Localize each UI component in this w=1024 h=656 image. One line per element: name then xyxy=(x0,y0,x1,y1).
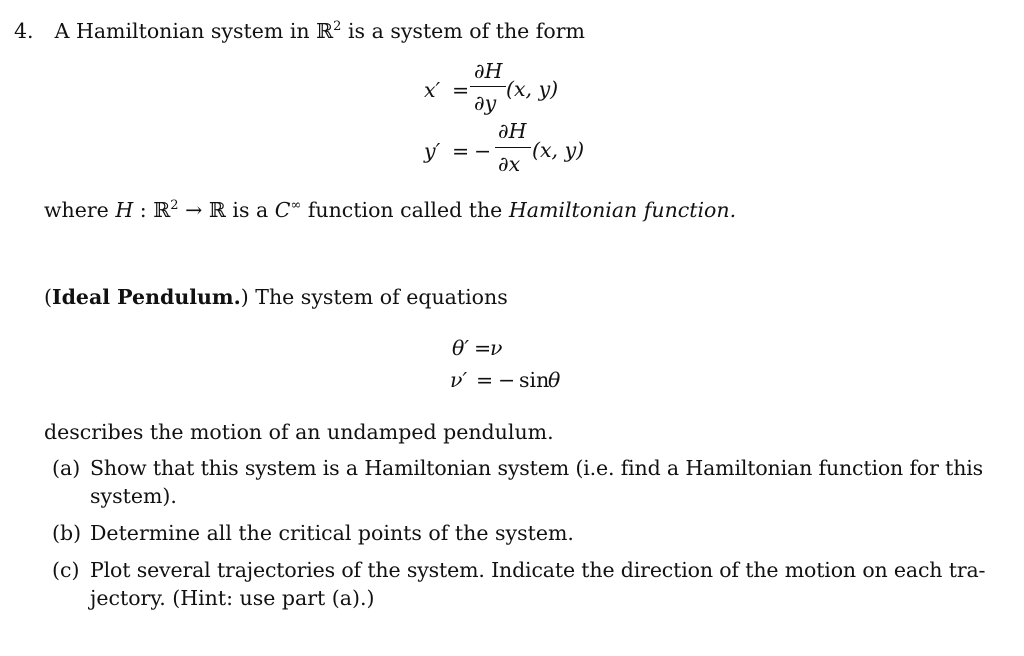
where-line xyxy=(44,193,736,223)
pendulum-intro xyxy=(44,284,508,310)
eq2-lhs: y′ xyxy=(424,139,441,163)
codomain-set: ℝ xyxy=(208,198,226,222)
pendulum-heading: Ideal Pendulum. xyxy=(52,285,241,309)
part-a-line1: Show that this system is a Hamiltonian system (i.e. find a Hamiltonian function for this xyxy=(90,456,984,480)
domain-set: ℝ xyxy=(153,198,171,222)
peq1-equals: = xyxy=(474,336,492,360)
part-a-label: (a) xyxy=(52,456,81,480)
part-b-line1: Determine all the critical points of the system. xyxy=(90,521,574,545)
eq1-fraction-bar xyxy=(470,86,506,87)
pendulum-open-paren: ( xyxy=(44,285,52,309)
part-c-label: (c) xyxy=(52,558,80,582)
problem-number: 4. xyxy=(14,19,34,43)
eq2-denominator: ∂x xyxy=(498,152,521,176)
eq1-numerator: ∂H xyxy=(474,59,503,83)
eq1-lhs: x′ xyxy=(424,78,441,102)
eq1-equals: = xyxy=(452,78,470,102)
peq2-equals: = xyxy=(476,368,494,392)
pendulum-intro-text: The system of equations xyxy=(255,285,508,309)
real-set-symbol: ℝ xyxy=(316,19,334,43)
eq2-equals: = xyxy=(452,139,470,163)
eq2-numerator: ∂H xyxy=(498,119,527,143)
pendulum-close-paren: ) xyxy=(240,285,249,309)
part-c-line1: Plot several trajectories of the system. Indicate the direction of the motion on each tra- xyxy=(90,558,986,582)
part-c-line2: jectory. (Hint: use part (a).) xyxy=(90,586,375,610)
problem-statement xyxy=(14,14,585,44)
part-a-line2: system). xyxy=(90,484,177,508)
peq2-sin: sin xyxy=(519,368,550,392)
peq1-rhs: ν xyxy=(490,336,503,360)
hamiltonian-symbol: H xyxy=(115,198,134,222)
intro-text-post: is a system of the form xyxy=(347,19,585,43)
peq2-lhs: ν′ xyxy=(450,368,468,392)
function-called-text: function called the xyxy=(307,198,503,222)
eq2-minus: − xyxy=(474,139,492,163)
where-word: where xyxy=(44,198,109,222)
eq1-arguments: (x, y) xyxy=(506,77,559,101)
intro-text-pre: A Hamiltonian system in xyxy=(54,19,310,43)
peq2-theta: θ xyxy=(548,368,561,392)
infinity-exponent: ∞ xyxy=(290,198,302,213)
eq2-arguments: (x, y) xyxy=(532,138,585,162)
describes-line: describes the motion of an undamped pendulum. xyxy=(44,420,554,444)
eq1-denominator: ∂y xyxy=(474,91,497,115)
eq2-fraction-bar xyxy=(495,147,531,148)
part-b-label: (b) xyxy=(52,521,82,545)
peq1-lhs: θ′ xyxy=(452,336,469,360)
domain-exponent: 2 xyxy=(170,198,179,213)
peq2-minus: − xyxy=(498,368,516,392)
smoothness-class: C xyxy=(274,198,291,222)
dimension-exponent: 2 xyxy=(333,19,342,34)
hamiltonian-function-term: Hamiltonian function. xyxy=(508,198,737,222)
is-a-text: is a xyxy=(232,198,269,222)
maps-to-arrow: → xyxy=(185,198,203,222)
colon: : xyxy=(139,198,147,222)
